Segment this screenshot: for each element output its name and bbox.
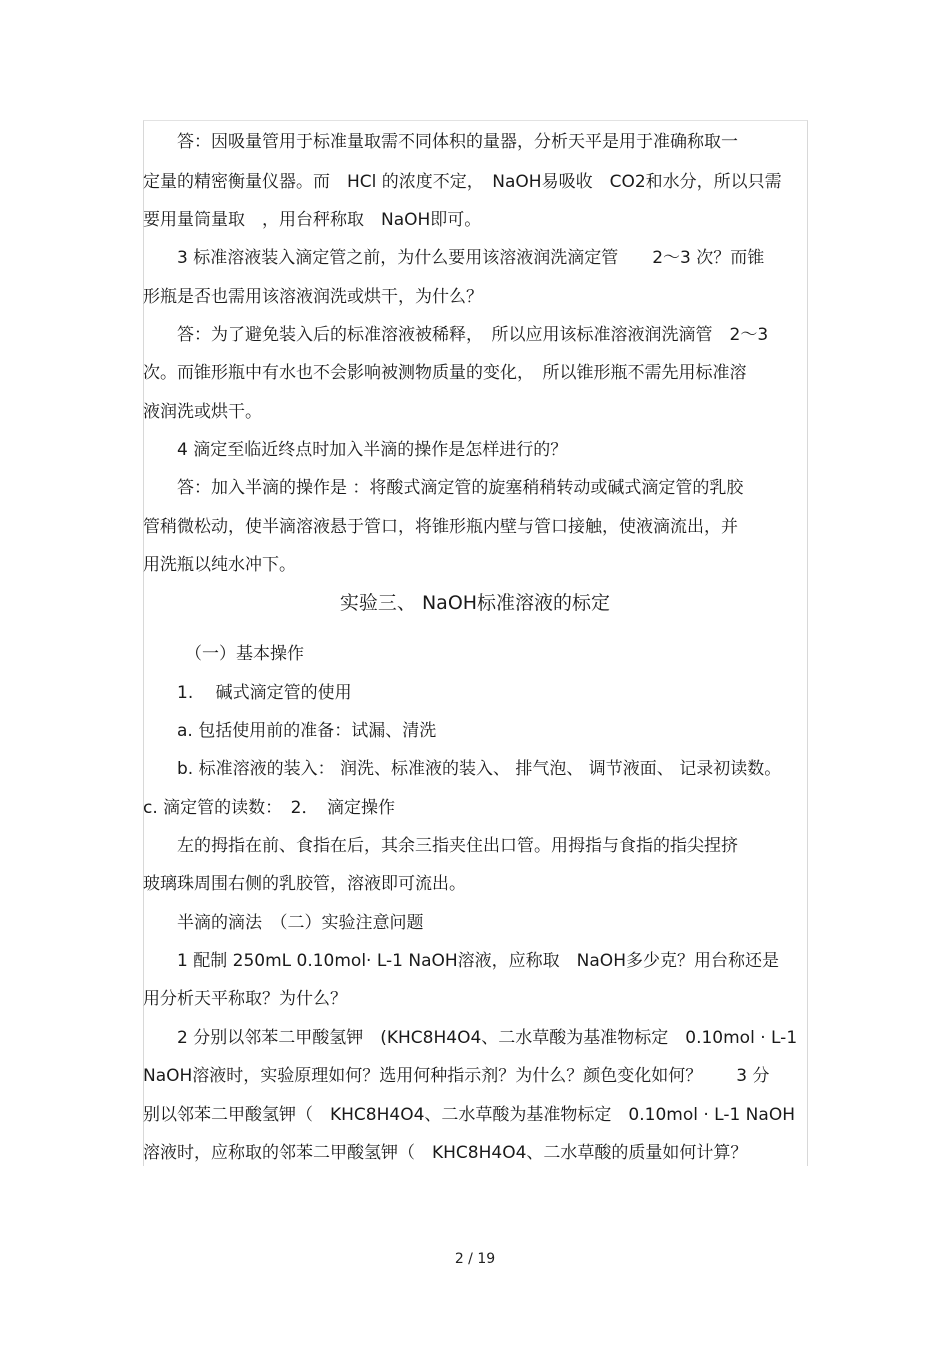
text-line: 答：因吸量管用于标准量取需不同体积的量器，分析天平是用于准确称取一 — [177, 132, 738, 152]
text-line: 答：为了避免装入后的标准溶液被稀释， 所以应用该标准溶液润洗滴管 2～3 — [177, 325, 769, 345]
text-line: 要用量筒量取 ，用台秤称取 NaOH即可。 — [143, 210, 482, 230]
text-line: （一）基本操作 — [185, 644, 304, 664]
text-line: 1 配制 250mL 0.10mol· L-1 NaOH溶液，应称取 NaOH多少克？用台称还是 — [177, 951, 779, 971]
text-line: 形瓶是否也需用该溶液润洗或烘干，为什么？ — [143, 287, 483, 307]
text-line: 玻璃珠周围右侧的乳胶管，溶液即可流出。 — [143, 874, 466, 894]
text-line: a. 包括使用前的准备：试漏、清洗 — [177, 721, 437, 741]
text-line: c. 滴定管的读数： 2． 滴定操作 — [143, 798, 395, 818]
text-line: 半滴的滴法 （二）实验注意问题 — [177, 913, 424, 933]
text-line: 定量的精密衡量仪器。而 HCl 的浓度不定， NaOH易吸收 CO2和水分，所以只需 — [143, 172, 782, 192]
text-line: 2 分别以邻苯二甲酸氢钾 (KHC8H4O4、二水草酸为基准物标定 0.10mol · L-1 — [177, 1028, 798, 1048]
text-line: 别以邻苯二甲酸氢钾（ KHC8H4O4、二水草酸为基准物标定 0.10mol · L-1 NaOH — [143, 1105, 795, 1125]
text-line: 1. 碱式滴定管的使用 — [177, 683, 352, 703]
text-line: 4 滴定至临近终点时加入半滴的操作是怎样进行的？ — [177, 440, 568, 460]
text-line: 答：加入半滴的操作是 ：将酸式滴定管的旋塞稍稍转动或碱式滴定管的乳胶 — [177, 478, 744, 498]
text-line: 次。而锥形瓶中有水也不会影响被测物质量的变化， 所以锥形瓶不需先用标准溶 — [143, 363, 747, 383]
text-line: 用洗瓶以纯水冲下。 — [143, 555, 296, 575]
section-title: 实验三、 NaOH标准溶液的标定 — [339, 592, 611, 614]
text-line: NaOH溶液时，实验原理如何？选用何种指示剂？为什么？颜色变化如何？ 3 分 — [143, 1066, 770, 1086]
text-line: b. 标准溶液的装入： 润洗、标准液的装入、 排气泡、 调节液面、 记录初读数。 — [177, 759, 782, 779]
text-line: 左的拇指在前、食指在后，其余三指夹住出口管。用拇指与食指的指尖捏挤 — [177, 836, 738, 856]
text-line: 用分析天平称取？为什么？ — [143, 989, 347, 1009]
text-line: 液润洗或烘干。 — [143, 402, 262, 422]
text-line: 管稍微松动，使半滴溶液悬于管口，将锥形瓶内壁与管口接触，使液滴流出，并 — [143, 517, 738, 537]
text-line: 3 标准溶液装入滴定管之前，为什么要用该溶液润洗滴定管 2～3 次？而锥 — [177, 248, 765, 268]
page-number: 2 / 19 — [454, 1251, 496, 1267]
text-line: 溶液时，应称取的邻苯二甲酸氢钾（ KHC8H4O4、二水草酸的质量如何计算？ — [143, 1143, 748, 1163]
